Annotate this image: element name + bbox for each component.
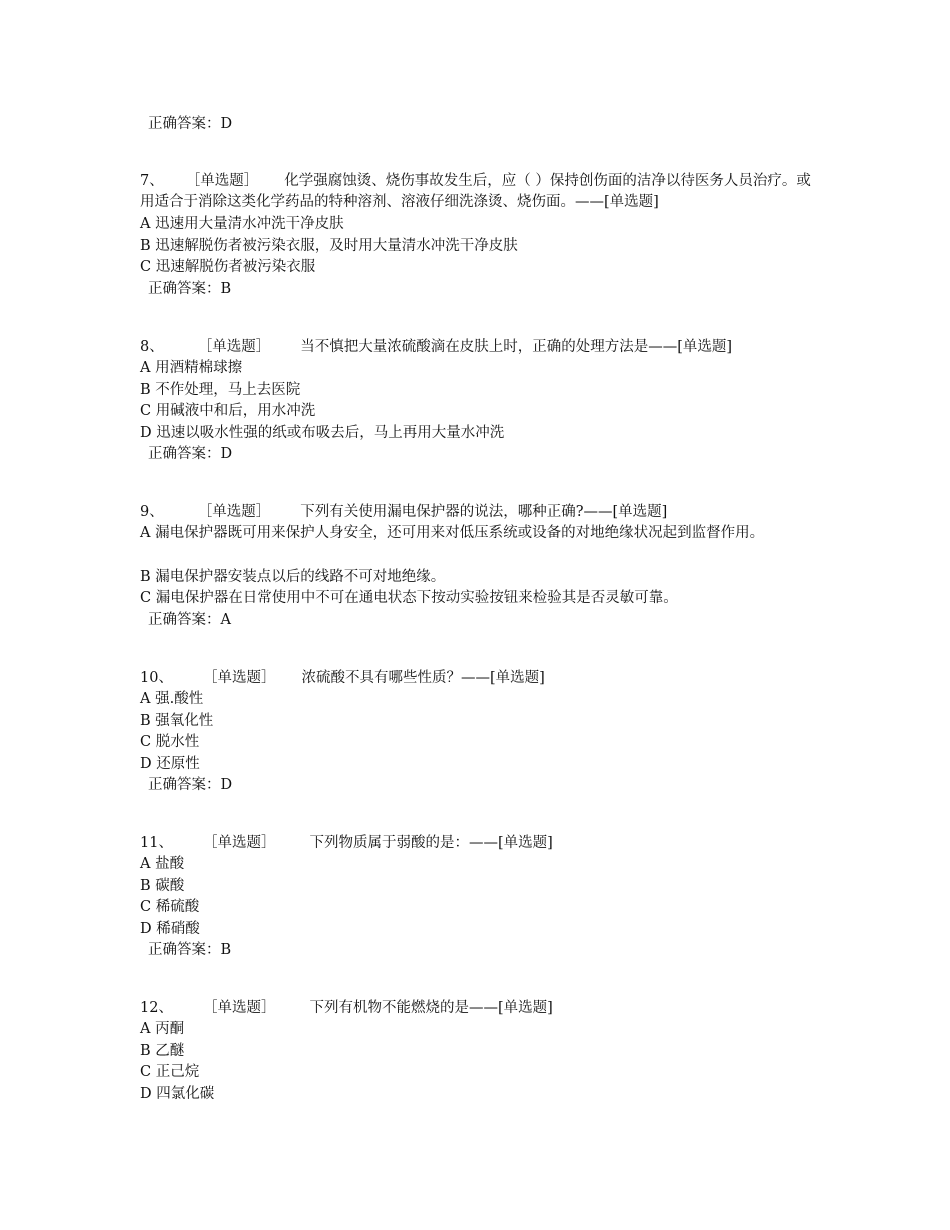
option-b: B 乙醚	[140, 1043, 185, 1059]
question-number: 7、	[140, 173, 164, 189]
option-c: C 稀硫酸	[140, 899, 200, 915]
answer-line: 正确答案：D	[148, 777, 233, 793]
option-b: B 碳酸	[140, 878, 185, 894]
question-number: 10、	[140, 670, 173, 686]
option-b: B 漏电保护器安装点以后的线路不可对地绝缘。	[140, 569, 446, 585]
question-text: 当不慎把大量浓硫酸滴在皮肤上时，正确的处理方法是——[单选题]	[300, 339, 733, 355]
question-11-stem	[140, 833, 553, 854]
question-type: ［单选题］	[197, 339, 271, 355]
question-text: 下列物质属于弱酸的是：——[单选题]	[309, 835, 553, 851]
question-type: ［单选题］	[197, 504, 271, 520]
answer-line: 正确答案：A	[148, 612, 231, 628]
answer-line: 正确答案：D	[148, 116, 233, 132]
question-12-stem	[140, 998, 553, 1019]
option-c: C 脱水性	[140, 734, 200, 750]
question-number: 8、	[140, 339, 164, 355]
option-c: C 用碱液中和后，用水冲洗	[140, 403, 316, 419]
question-number: 11、	[140, 835, 173, 851]
option-b: B 迅速解脱伤者被污染衣服，及时用大量清水冲洗干净皮肤	[140, 238, 518, 254]
question-number: 12、	[140, 1000, 173, 1016]
option-d: D 迅速以吸水性强的纸或布吸去后，马上再用大量水冲洗	[140, 425, 505, 441]
option-a: A 漏电保护器既可用来保护人身安全，还可用来对低压系统或设备的对地绝缘状况起到监督作用。	[140, 525, 765, 541]
option-d: D 还原性	[140, 756, 200, 772]
question-text: 下列有关使用漏电保护器的说法，哪种正确?——[单选题]	[300, 504, 668, 520]
option-d: D 稀硝酸	[140, 921, 200, 937]
option-a: A 盐酸	[140, 856, 185, 872]
question-text: 下列有机物不能燃烧的是——[单选题]	[309, 1000, 553, 1016]
option-a: A 强.酸性	[140, 691, 204, 707]
question-type: ［单选题］	[202, 670, 276, 686]
option-c: C 迅速解脱伤者被污染衣服	[140, 259, 316, 275]
question-7-stem	[140, 171, 820, 213]
question-9-stem	[140, 502, 667, 523]
answer-line: 正确答案：D	[148, 446, 233, 462]
option-c: C 漏电保护器在日常使用中不可在通电状态下按动实验按钮来检验其是否灵敏可靠。	[140, 590, 678, 606]
option-b: B 不作处理，马上去医院	[140, 382, 301, 398]
option-c: C 正己烷	[140, 1064, 200, 1080]
option-a: A 丙酮	[140, 1021, 185, 1037]
option-d: D 四氯化碳	[140, 1086, 215, 1102]
question-text: 浓硫酸不具有哪些性质？——[单选题]	[301, 670, 545, 686]
question-8-stem	[140, 337, 732, 358]
option-a: A 迅速用大量清水冲洗干净皮肤	[140, 216, 344, 232]
question-number: 9、	[140, 504, 164, 520]
question-text: 化学强腐蚀烫、烧伤事故发生后，应（ ）保持创伤面的洁净以待医务人员治疗。或用适合于消除这类化学药品的特种溶剂、溶液仔细洗涤烫、烧伤面。——[单选题]	[140, 173, 811, 210]
question-type: ［单选题］	[185, 173, 259, 189]
question-type: ［单选题］	[202, 835, 276, 851]
answer-line: 正确答案：B	[148, 942, 232, 958]
option-b: B 强氧化性	[140, 713, 214, 729]
question-10-stem	[140, 668, 545, 689]
question-type: ［单选题］	[202, 1000, 276, 1016]
answer-line: 正确答案：B	[148, 281, 232, 297]
option-a: A 用酒精棉球擦	[140, 360, 243, 376]
